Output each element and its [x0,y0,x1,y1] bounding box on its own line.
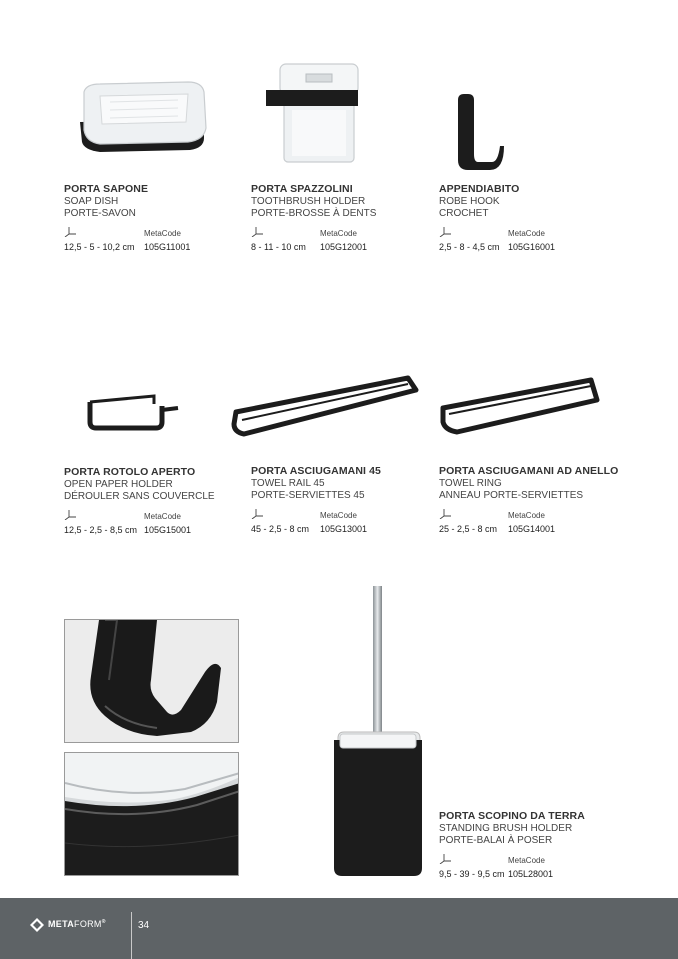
product-card [439,810,639,884]
product-card [64,183,244,257]
product-title: PORTA ASCIUGAMANI 45 [251,465,381,477]
trademark: ® [101,919,106,925]
product-name-en: STANDING BRUSH HOLDER [439,822,573,834]
metacode-label: MetaCode [320,228,357,238]
product-name-fr: ANNEAU PORTE-SERVIETTES [439,490,584,501]
product-title: PORTA ASCIUGAMANI AD ANELLO [439,465,619,477]
product-name-fr: PORTE-BROSSE À DENTS [251,208,377,219]
product-name-en: TOOTHBRUSH HOLDER [251,195,366,207]
product-dimensions: 8 - 11 - 10 cm [251,241,306,252]
product-card [439,465,639,539]
product-name-en: ROBE HOOK [439,195,500,207]
metaform-logo-icon [30,918,44,932]
product-name-fr: CROCHET [439,208,489,219]
metacode-label: MetaCode [144,511,181,521]
product-dimensions: 12,5 - 2,5 - 8,5 cm [64,524,138,535]
product-card [64,466,244,540]
footer-divider [131,912,132,959]
metacode-label: MetaCode [508,510,545,520]
product-code: 105G13001 [320,523,368,534]
product-name-fr: PORTE-SERVIETTES 45 [251,490,365,501]
metaform-logo [30,916,120,936]
product-card [439,183,619,257]
metacode-label: MetaCode [508,855,545,865]
product-name-en: SOAP DISH [64,195,119,207]
brand-name [48,919,106,929]
product-name-en: TOWEL RING [439,477,502,489]
product-name-fr: DÉROULER SANS COUVERCLE [64,491,215,502]
dimensions-icon [251,509,263,519]
dimensions-icon [439,227,451,237]
dimensions-icon [64,227,76,237]
product-title: PORTA SCOPINO DA TERRA [439,810,585,822]
product-title: PORTA SPAZZOLINI [251,183,353,195]
toothbrush-holder-image [262,60,362,168]
brush-holder-image [332,586,424,878]
product-dimensions: 25 - 2,5 - 8 cm [439,523,498,534]
metacode-label: MetaCode [320,510,357,520]
product-title: APPENDIABITO [439,183,520,195]
product-dimensions: 45 - 2,5 - 8 cm [251,523,310,534]
dimensions-icon [64,510,76,520]
product-name-fr: PORTE-SAVON [64,208,136,219]
product-dimensions: 9,5 - 39 - 9,5 cm [439,868,505,879]
brand-name-light: FORM [74,919,102,929]
product-code: 105G12001 [320,241,368,252]
product-dimensions: 2,5 - 8 - 4,5 cm [439,241,500,252]
product-name-en: TOWEL RAIL 45 [251,477,325,489]
page-footer [0,898,678,959]
brand-name-bold: META [48,919,75,929]
dimensions-icon [439,509,451,519]
product-title: PORTA SAPONE [64,183,149,195]
towel-rail-image [230,372,420,442]
paper-holder-image [84,392,184,432]
product-code: 105G15001 [144,524,192,535]
product-card [251,183,431,257]
product-code: 105G16001 [508,241,556,252]
product-name-fr: PORTE-BALAI À POSER [439,835,553,846]
towel-ring-image [437,372,602,442]
product-card [251,465,431,539]
product-dimensions: 12,5 - 5 - 10,2 cm [64,241,135,252]
product-title: PORTA ROTOLO APERTO [64,466,196,478]
soap-dish-detail-photo [64,752,239,876]
product-name-en: OPEN PAPER HOLDER [64,478,173,490]
metacode-label: MetaCode [144,228,181,238]
soap-dish-image [70,72,210,162]
metacode-label: MetaCode [508,228,545,238]
product-code: 105G14001 [508,523,556,534]
page-number: 34 [138,920,150,931]
product-code: 105G11001 [144,241,191,252]
dimensions-icon [251,227,263,237]
product-code: 105L28001 [508,868,554,879]
hook-detail-photo [64,619,239,743]
dimensions-icon [439,854,451,864]
robe-hook-image [448,90,508,172]
